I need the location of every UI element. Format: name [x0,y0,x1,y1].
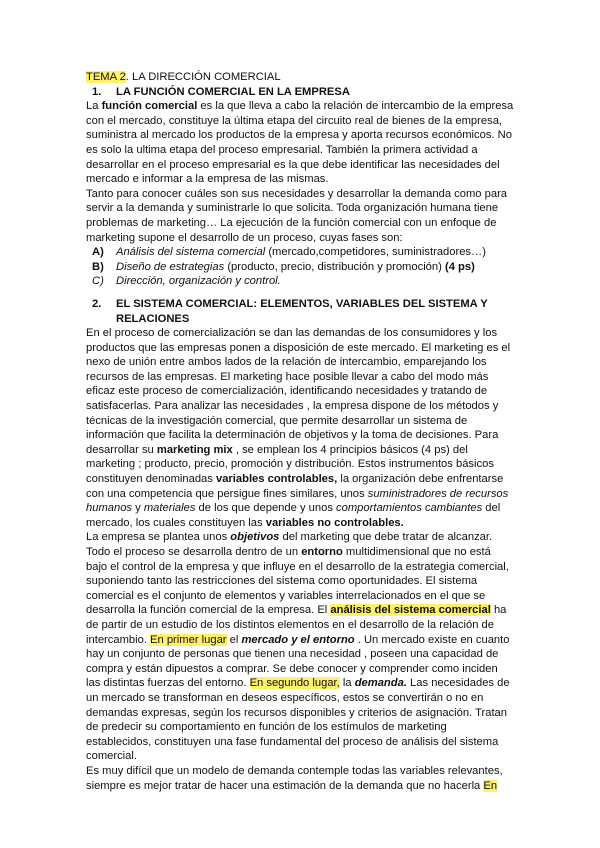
section-2-heading: 2. EL SISTEMA COMERCIAL: ELEMENTOS, VARIABLES DEL SISTEMA Y RELACIONES [92,297,488,325]
section-1-paragraph-2: Tanto para conocer cuáles son sus necesidades y desarrollar la demanda como para servir a la demanda y suministrarle lo que solicita. Toda organización humana tiene problemas de marketing… La ejecución de la función comercial con un enfoque de marketing supone el desarrollo de un proceso, cuyas fases son: [86,187,508,244]
document-title [86,70,514,85]
title-rest: . LA DIRECCIÓN COMERCIAL [125,71,281,83]
title-highlight: TEMA 2 [86,71,126,83]
phase-item-a: A) Análisis del sistema comercial (mercado,competidores, suministradores…) [92,246,486,259]
section-2-paragraph-2: La empresa se plantea unos objetivos del marketing que debe tratar de alcanzar. Todo el proceso se desarrolla dentro de un entorno multidimensional que no está bajo el control de la empresa y que influye en el desarrollo de la estrategia comercial, suponiendo tanto las restricciones del sistema como oportunidades. El sistema comercial es el conjunto de elementos y variables interrelacionados en el que se desarrolla la función comercial de la empresa. El análisis del sistema comercial ha de partir de un estudio de los distintos elementos en el desarrollo de la relación de intercambio. En primer lugar el mercado y el entorno . Un mercado existe en cuanto hay un conjunto de personas que tienen una necesidad , poseen una capacidad de compra y están dipuestos a comprar. Se debe conocer y comprender como inciden las distintas fuerzas del entorno. En segundo lugar, la demanda. Las necesidades de un mercado se transforman en deseos específicos, estos se convertirán o no en demandas expresas, según los recursos disponibles y criterios de asignación. Tratan de predecir su comportamiento en función de los estímulos de marketing establecidos, constituyen una fase fundamental del proceso de análisis del sistema comercial. [86,531,510,763]
phases-list [86,245,514,289]
section-2-paragraph-1: En el proceso de comercialización se dan las demandas de los consumidores y los productos que las empresas ponen a disposición de este mercado. El marketing es el nexo de unión entre ambos lados de la relación de intercambio, emparejando los recursos de las empresas. El marketing hace posible llevar a cabo del modo más eficaz este proceso de comercialización, identificando necesidades y tratando de satisfacerlas. Para analizar las necesidades , la empresa dispone de los métodos y técnicas de la investigación comercial, que permite desarrollar un sistema de información que facilita la determinación de objetivos y la toma de decisiones. Para desarrollar su marketing mix , se emplean los 4 principios básicos (4 ps) del marketing ; producto, precio, promoción y distribución. Estos instrumentos básicos constituyen denominadas variables controlables, la organización debe enfrentarse con una competencia que persigue fines similares, unos suministradores de recursos humanos y materiales de los que depende y unos comportamientos cambiantes del mercado, los cuales constituyen las variables no controlables. [86,327,511,529]
phase-item-b: B) Diseño de estrategias (producto, precio, distribución y promoción) (4 ps) [92,260,475,273]
phase-item-c: C) Dirección, organización y control. [92,275,281,288]
document-body [86,70,514,793]
section-2-paragraph-3: Es muy difícil que un modelo de demanda contemple todas las variables relevantes, siempre es mejor tratar de hacer una estimación de la demanda que no hacerla En [86,764,503,792]
section-1-heading: 1. LA FUNCIÓN COMERCIAL EN LA EMPRESA [92,85,350,98]
section-1-paragraph-1: La función comercial es la que lleva a cabo la relación de intercambio de la empresa con el mercado, constituye la última etapa del circuito real de bienes de la empresa, suministra al mercado los productos de la empresa y aporta recursos económicos. No es solo la ultima etapa del proceso empresarial. También la primera actividad a desarrollar en el proceso empresarial es la que debe identificar las necesidades del mercado e informar a la empresa de las mismas. [86,100,514,186]
